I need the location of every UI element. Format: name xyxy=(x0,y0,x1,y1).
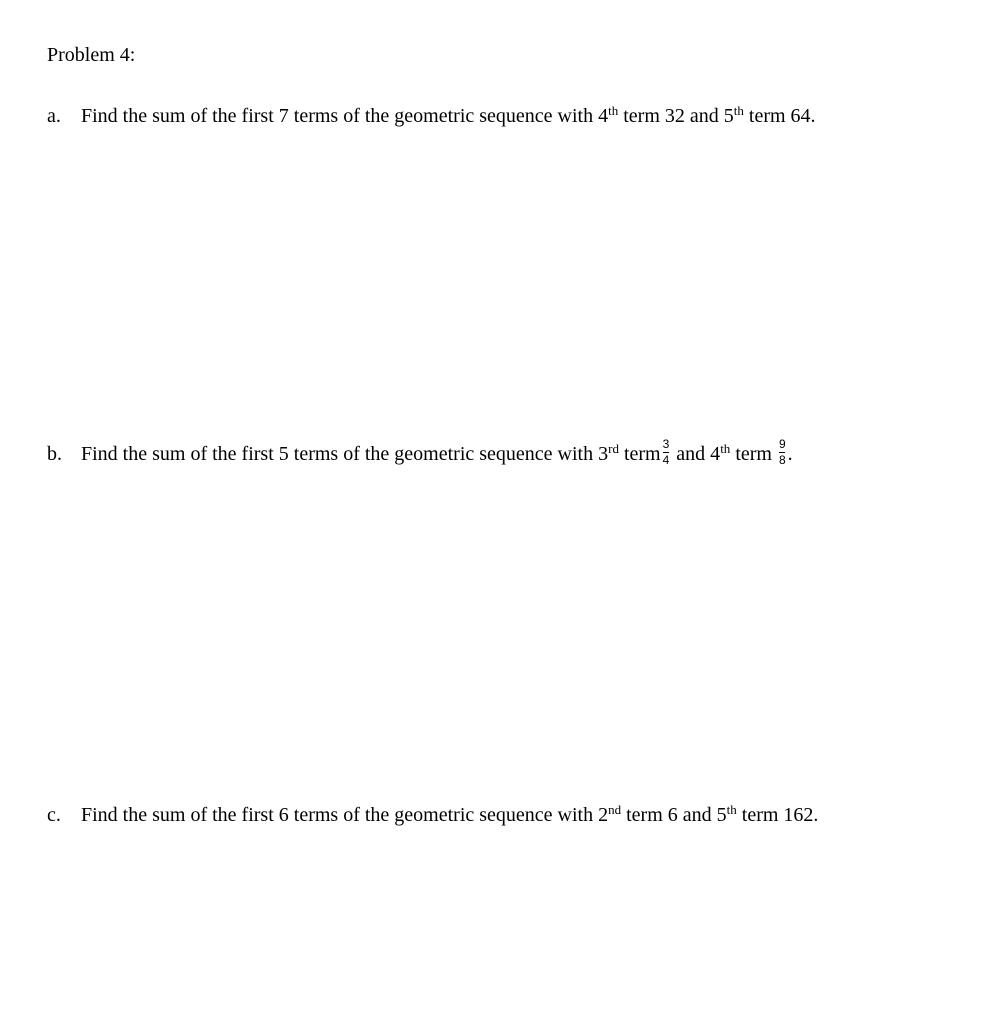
denominator: 8 xyxy=(778,453,786,467)
superscript: nd xyxy=(608,802,622,817)
problem-text: Find the sum of the first 7 terms of the geometric sequence with 4 xyxy=(81,105,609,127)
superscript: rd xyxy=(608,441,619,457)
numerator: 9 xyxy=(778,437,786,451)
problem-text: term 32 and 5 xyxy=(618,105,734,127)
problem-c xyxy=(47,803,818,827)
superscript: th xyxy=(733,103,744,118)
superscript: th xyxy=(720,441,731,457)
problem-text: and 4 xyxy=(671,443,721,466)
fraction-three-quarters xyxy=(663,438,670,467)
problem-b xyxy=(47,437,793,470)
denominator: 4 xyxy=(662,453,670,467)
problem-label: b. xyxy=(47,443,62,466)
problem-text: . xyxy=(787,443,793,466)
problem-text: term xyxy=(618,443,661,466)
problem-label: c. xyxy=(47,804,61,826)
superscript: th xyxy=(608,103,619,118)
problem-text: Find the sum of the first 5 terms of the geometric sequence with 3 xyxy=(81,443,609,466)
problem-text: term 162. xyxy=(736,804,819,826)
numerator: 3 xyxy=(662,437,670,451)
problem-text: term 6 and 5 xyxy=(621,804,727,826)
problem-text: term xyxy=(730,443,777,466)
problem-title: Problem 4: xyxy=(47,44,136,66)
problem-a xyxy=(47,104,816,128)
problem-text: term 64. xyxy=(743,105,816,127)
problem-text: Find the sum of the first 6 terms of the geometric sequence with 2 xyxy=(81,804,609,826)
superscript: th xyxy=(726,802,737,817)
fraction-nine-eighths xyxy=(779,438,786,467)
problem-label: a. xyxy=(47,105,61,127)
